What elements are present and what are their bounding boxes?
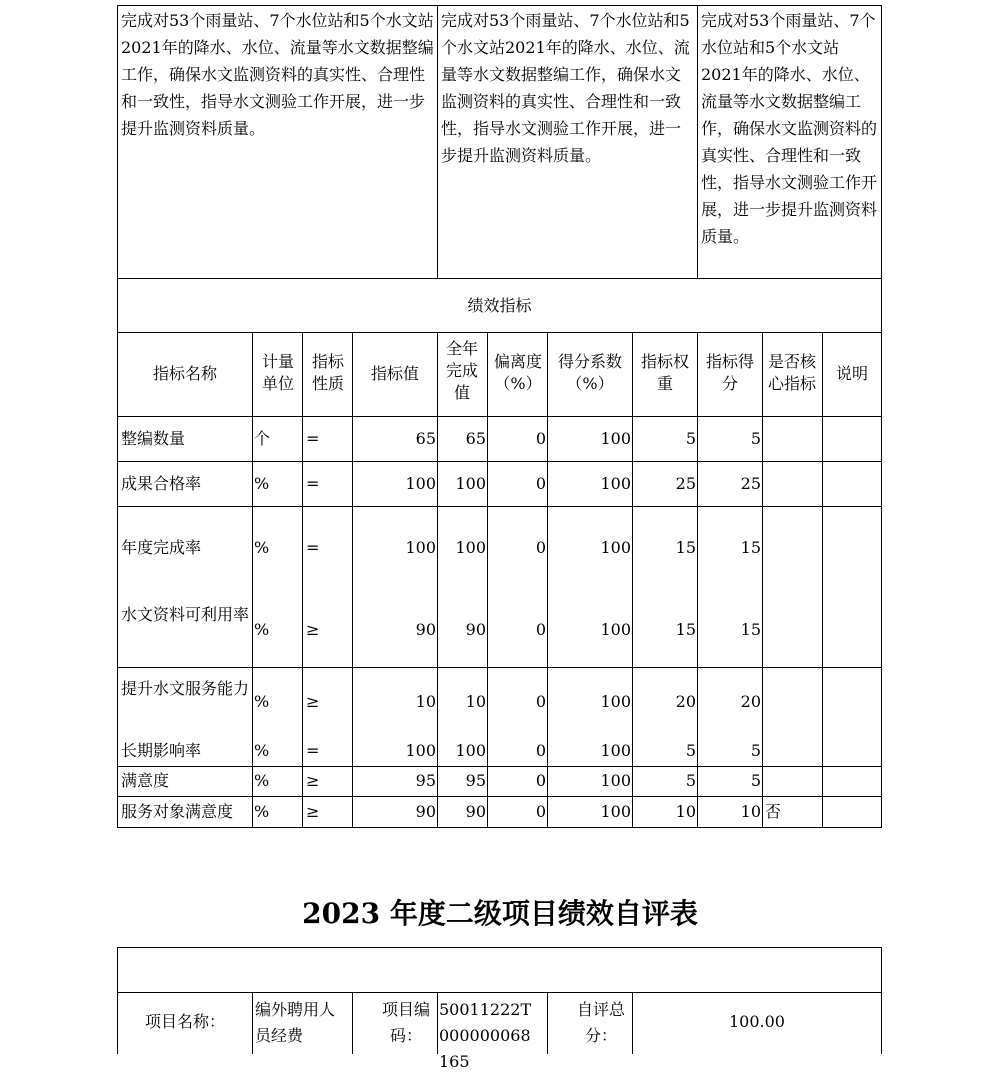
header-weight: 指标权重 — [640, 352, 689, 393]
row-actual: 10 — [465, 692, 486, 711]
header-core: 是否核心指标 — [767, 352, 816, 393]
row-weight: 25 — [675, 474, 696, 493]
row-score: 5 — [750, 429, 761, 448]
row-name: 服务对象满意度 — [121, 802, 234, 821]
row-deviation: 0 — [535, 474, 546, 493]
row-actual: 65 — [465, 429, 486, 448]
row-unit: % — [254, 620, 270, 639]
row-name: 满意度 — [121, 771, 170, 790]
row-nature: = — [306, 429, 320, 448]
section-title: 绩效指标 — [467, 296, 532, 315]
goal-description-col3: 完成对53个雨量站、7个水位站和5个水文站2021年的降水、水位、流量等水文数据整编工作，确保水文监测资料的真实性、合理性和一致性，指导水文测验工作开展，进一步提升监测资料质量。 — [701, 11, 878, 246]
goal-description-col1: 完成对53个雨量站、7个水位站和5个水文站2021年的降水、水位、流量等水文数据整编工作，确保水文监测资料的真实性、合理性和一致性，指导水文测验工作开展，进一步提升监测资料质量。 — [121, 11, 434, 138]
row-deviation: 0 — [535, 538, 546, 557]
row-value: 100 — [405, 741, 436, 760]
header-note: 说明 — [835, 364, 868, 383]
row-unit: % — [254, 741, 270, 760]
row-unit: % — [254, 771, 270, 790]
row-value: 95 — [415, 771, 436, 790]
page-title: 2023 年度二级项目绩效自评表 — [302, 897, 698, 930]
self-score-value: 100.00 — [729, 1012, 785, 1031]
row-coefficient: 100 — [600, 692, 631, 711]
row-nature: ≥ — [306, 802, 320, 821]
row-unit: % — [254, 692, 270, 711]
row-unit: 个 — [254, 429, 271, 448]
row-weight: 5 — [685, 741, 696, 760]
row-coefficient: 100 — [600, 771, 631, 790]
row-coefficient: 100 — [600, 538, 631, 557]
row-deviation: 0 — [535, 429, 546, 448]
row-actual: 100 — [455, 474, 486, 493]
row-coefficient: 100 — [600, 429, 631, 448]
header-score: 指标得分 — [705, 352, 754, 393]
project-name-label: 项目名称： — [144, 1012, 225, 1031]
row-coefficient: 100 — [600, 802, 631, 821]
row-actual: 95 — [465, 771, 486, 790]
row-actual: 90 — [465, 802, 486, 821]
row-value: 100 — [405, 474, 436, 493]
row-weight: 15 — [675, 620, 696, 639]
row-unit: % — [254, 538, 270, 557]
row-deviation: 0 — [535, 802, 546, 821]
header-value: 指标值 — [370, 364, 419, 383]
row-nature: = — [306, 741, 320, 760]
row-score: 15 — [740, 538, 761, 557]
row-score: 10 — [740, 802, 761, 821]
row-score: 5 — [750, 771, 761, 790]
row-weight: 5 — [685, 771, 696, 790]
row-value: 90 — [415, 620, 436, 639]
header-deviation: 偏离度（%） — [493, 352, 542, 393]
row-value: 10 — [415, 692, 436, 711]
row-name: 整编数量 — [121, 429, 186, 448]
row-value: 65 — [415, 429, 436, 448]
row-name: 水文资料可利用率 — [121, 605, 250, 624]
header-nature: 指标性质 — [311, 352, 344, 393]
row-coefficient: 100 — [600, 474, 631, 493]
project-name-value: 编外聘用人员经费 — [255, 1000, 336, 1045]
row-name: 成果合格率 — [121, 474, 202, 493]
row-weight: 5 — [685, 429, 696, 448]
row-nature: = — [306, 474, 320, 493]
row-name: 提升水文服务能力 — [121, 679, 250, 698]
header-name: 指标名称 — [152, 364, 217, 383]
row-core: 否 — [765, 802, 782, 821]
row-deviation: 0 — [535, 692, 546, 711]
row-actual: 90 — [465, 620, 486, 639]
row-unit: % — [254, 802, 270, 821]
row-score: 15 — [740, 620, 761, 639]
row-nature: ≥ — [306, 771, 320, 790]
row-actual: 100 — [455, 741, 486, 760]
self-score-label: 自评总分： — [576, 1000, 625, 1045]
row-score: 5 — [750, 741, 761, 760]
row-score: 25 — [740, 474, 761, 493]
header-unit: 计量单位 — [261, 352, 294, 393]
row-coefficient: 100 — [600, 620, 631, 639]
row-nature: ≥ — [306, 620, 320, 639]
row-name: 长期影响率 — [121, 741, 202, 760]
row-deviation: 0 — [535, 741, 546, 760]
row-weight: 10 — [675, 802, 696, 821]
row-deviation: 0 — [535, 771, 546, 790]
row-unit: % — [254, 474, 270, 493]
row-nature: = — [306, 538, 320, 557]
goal-description-col2: 完成对53个雨量站、7个水位站和5个水文站2021年的降水、水位、流量等水文数据整编工作，确保水文监测资料的真实性、合理性和一致性，指导水文测验工作开展，进一步提升监测资料质量。 — [441, 11, 690, 165]
header-actual: 全年完成值 — [445, 339, 478, 402]
row-weight: 15 — [675, 538, 696, 557]
row-value: 90 — [415, 802, 436, 821]
row-value: 100 — [405, 538, 436, 557]
row-score: 20 — [740, 692, 761, 711]
row-deviation: 0 — [535, 620, 546, 639]
row-coefficient: 100 — [600, 741, 631, 760]
project-code-label: 项目编码： — [381, 1000, 430, 1045]
project-code-value: 50011222T000000068165 — [439, 1000, 532, 1071]
header-coefficient: 得分系数（%） — [557, 352, 622, 393]
row-actual: 100 — [455, 538, 486, 557]
row-name: 年度完成率 — [121, 538, 202, 557]
row-weight: 20 — [675, 692, 696, 711]
row-nature: ≥ — [306, 692, 320, 711]
